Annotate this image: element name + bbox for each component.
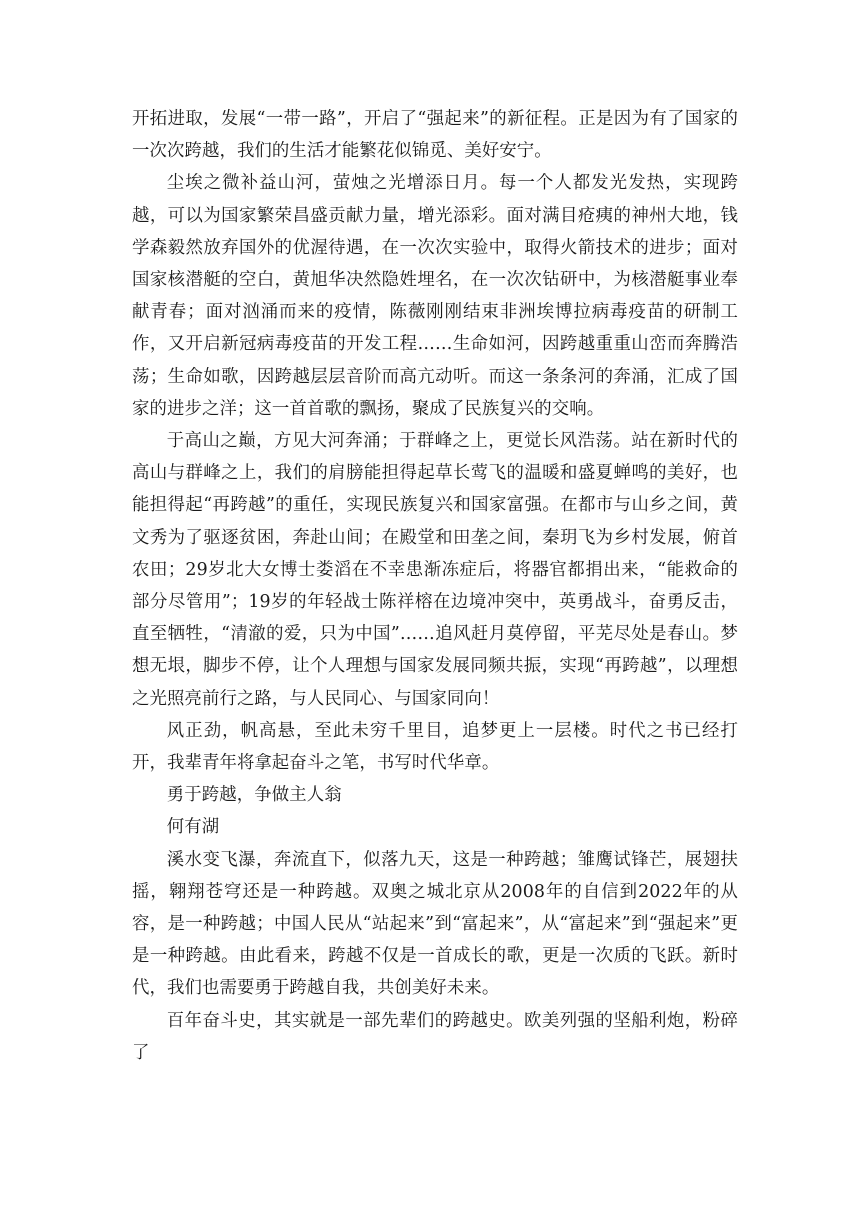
- essay-author: 何有湖: [166, 817, 220, 838]
- essay-title: 勇于跨越，争做主人翁: [166, 785, 342, 806]
- paragraph-3: 于高山之巅，方见大河奔涌；于群峰之上，更觉长风浩荡。站在新时代的高山与群峰之上，我们的肩膀能担得起草长莺飞的温暖和盛夏蝉鸣的美好，也能担得起“再跨越”的重任，实现民族复兴和国家富强。在都市与山乡之间，黄文秀为了驱逐贫困，奔赴山间；在殿堂和田垄之间，秦玥飞为乡村发展，俯首农田；29岁北大女博士娄滔在不幸患渐冻症后，将器官都捐出来，“能救命的部分尽管用”；19岁的年轻战士陈祥榕在边境冲突中，英勇战斗，奋勇反击，直至牺牲，“清澈的爱，只为中国”……追风赶月莫停留，平芜尽处是春山。梦想无垠，脚步不停，让个人理想与国家发展同频共振，实现“再跨越”，以理想之光照亮前行之路，与人民同心、与国家同向！: [132, 431, 738, 709]
- paragraph-6: 百年奋斗史，其实就是一部先辈们的跨越史。欧美列强的坚船利炮，粉碎了: [132, 1010, 738, 1063]
- document-body: [132, 103, 738, 1069]
- paragraph-1: 开拓进取，发展“一带一路”，开启了“强起来”的新征程。正是因为有了国家的一次次跨越，我们的生活才能繁花似锦觅、美好安宁。: [132, 109, 738, 162]
- paragraph-2: 尘埃之微补益山河，萤烛之光增添日月。每一个人都发光发热，实现跨越，可以为国家繁荣昌盛贡献力量，增光添彩。面对满目疮痍的神州大地，钱学森毅然放弃国外的优渥待遇，在一次次实验中，取得火箭技术的进步；面对国家核潜艇的空白，黄旭华决然隐姓埋名，在一次次钻研中，为核潜艇事业奉献青春；面对汹涌而来的疫情，陈薇刚刚结束非洲埃博拉病毒疫苗的研制工作，又开启新冠病毒疫苗的开发工程……生命如河，因跨越重重山峦而奔腾浩荡；生命如歌，因跨越层层音阶而高亢动听。而这一条条河的奔涌，汇成了国家的进步之洋；这一首首歌的飘扬，聚成了民族复兴的交响。: [132, 173, 738, 419]
- paragraph-4: 风正劲，帆高悬，至此未穷千里目，追梦更上一层楼。时代之书已经打开，我辈青年将拿起奋斗之笔，书写时代华章。: [132, 720, 738, 774]
- paragraph-5: 溪水变飞瀑，奔流直下，似落九天，这是一种跨越；雏鹰试锋芒，展翅扶摇，翱翔苍穹还是一种跨越。双奥之城北京从2008年的自信到2022年的从容，是一种跨越；中国人民从“站起来”到“富起来”，从“富起来”到“强起来”更是一种跨越。由此看来，跨越不仅是一首成长的歌，更是一次质的飞跃。新时代，我们也需要勇于跨越自我，共创美好未来。: [132, 849, 738, 999]
